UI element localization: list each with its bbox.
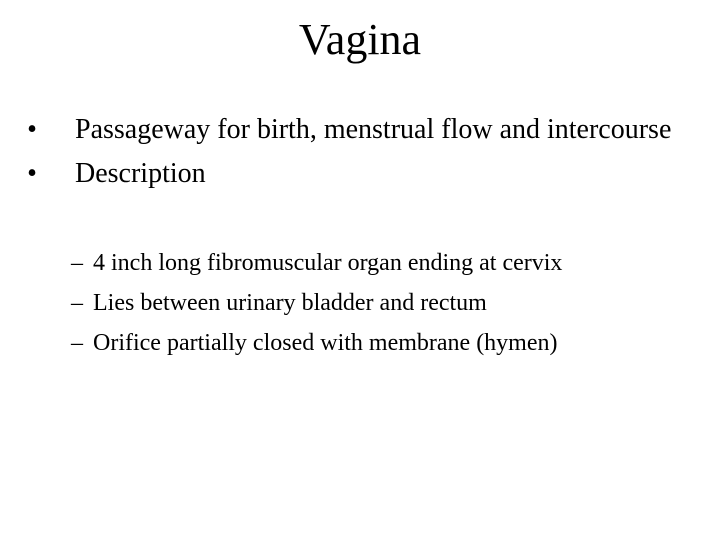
bullet-item bbox=[22, 156, 702, 192]
sub-bullet-list bbox=[57, 243, 717, 363]
bullet-text: Passageway for birth, menstrual flow and intercourse bbox=[75, 114, 672, 145]
sub-bullet-marker: – bbox=[71, 290, 83, 316]
sub-bullet-marker: – bbox=[71, 250, 83, 276]
sub-bullet-marker: – bbox=[71, 330, 83, 356]
sub-bullet-text: Lies between urinary bladder and rectum bbox=[93, 290, 487, 316]
sub-bullet-item bbox=[57, 323, 717, 363]
sub-bullet-text: 4 inch long fibromuscular organ ending at cervix bbox=[93, 250, 563, 276]
sub-bullet-item bbox=[57, 283, 717, 323]
bullet-item bbox=[22, 112, 702, 148]
sub-bullet-item bbox=[57, 243, 717, 283]
slide-title: Vagina bbox=[298, 15, 422, 64]
sub-bullet-text: Orifice partially closed with membrane (hymen) bbox=[93, 330, 558, 356]
bullet-list bbox=[22, 112, 702, 200]
bullet-marker: • bbox=[27, 114, 37, 145]
bullet-marker: • bbox=[27, 158, 37, 189]
bullet-text: Description bbox=[75, 158, 206, 189]
